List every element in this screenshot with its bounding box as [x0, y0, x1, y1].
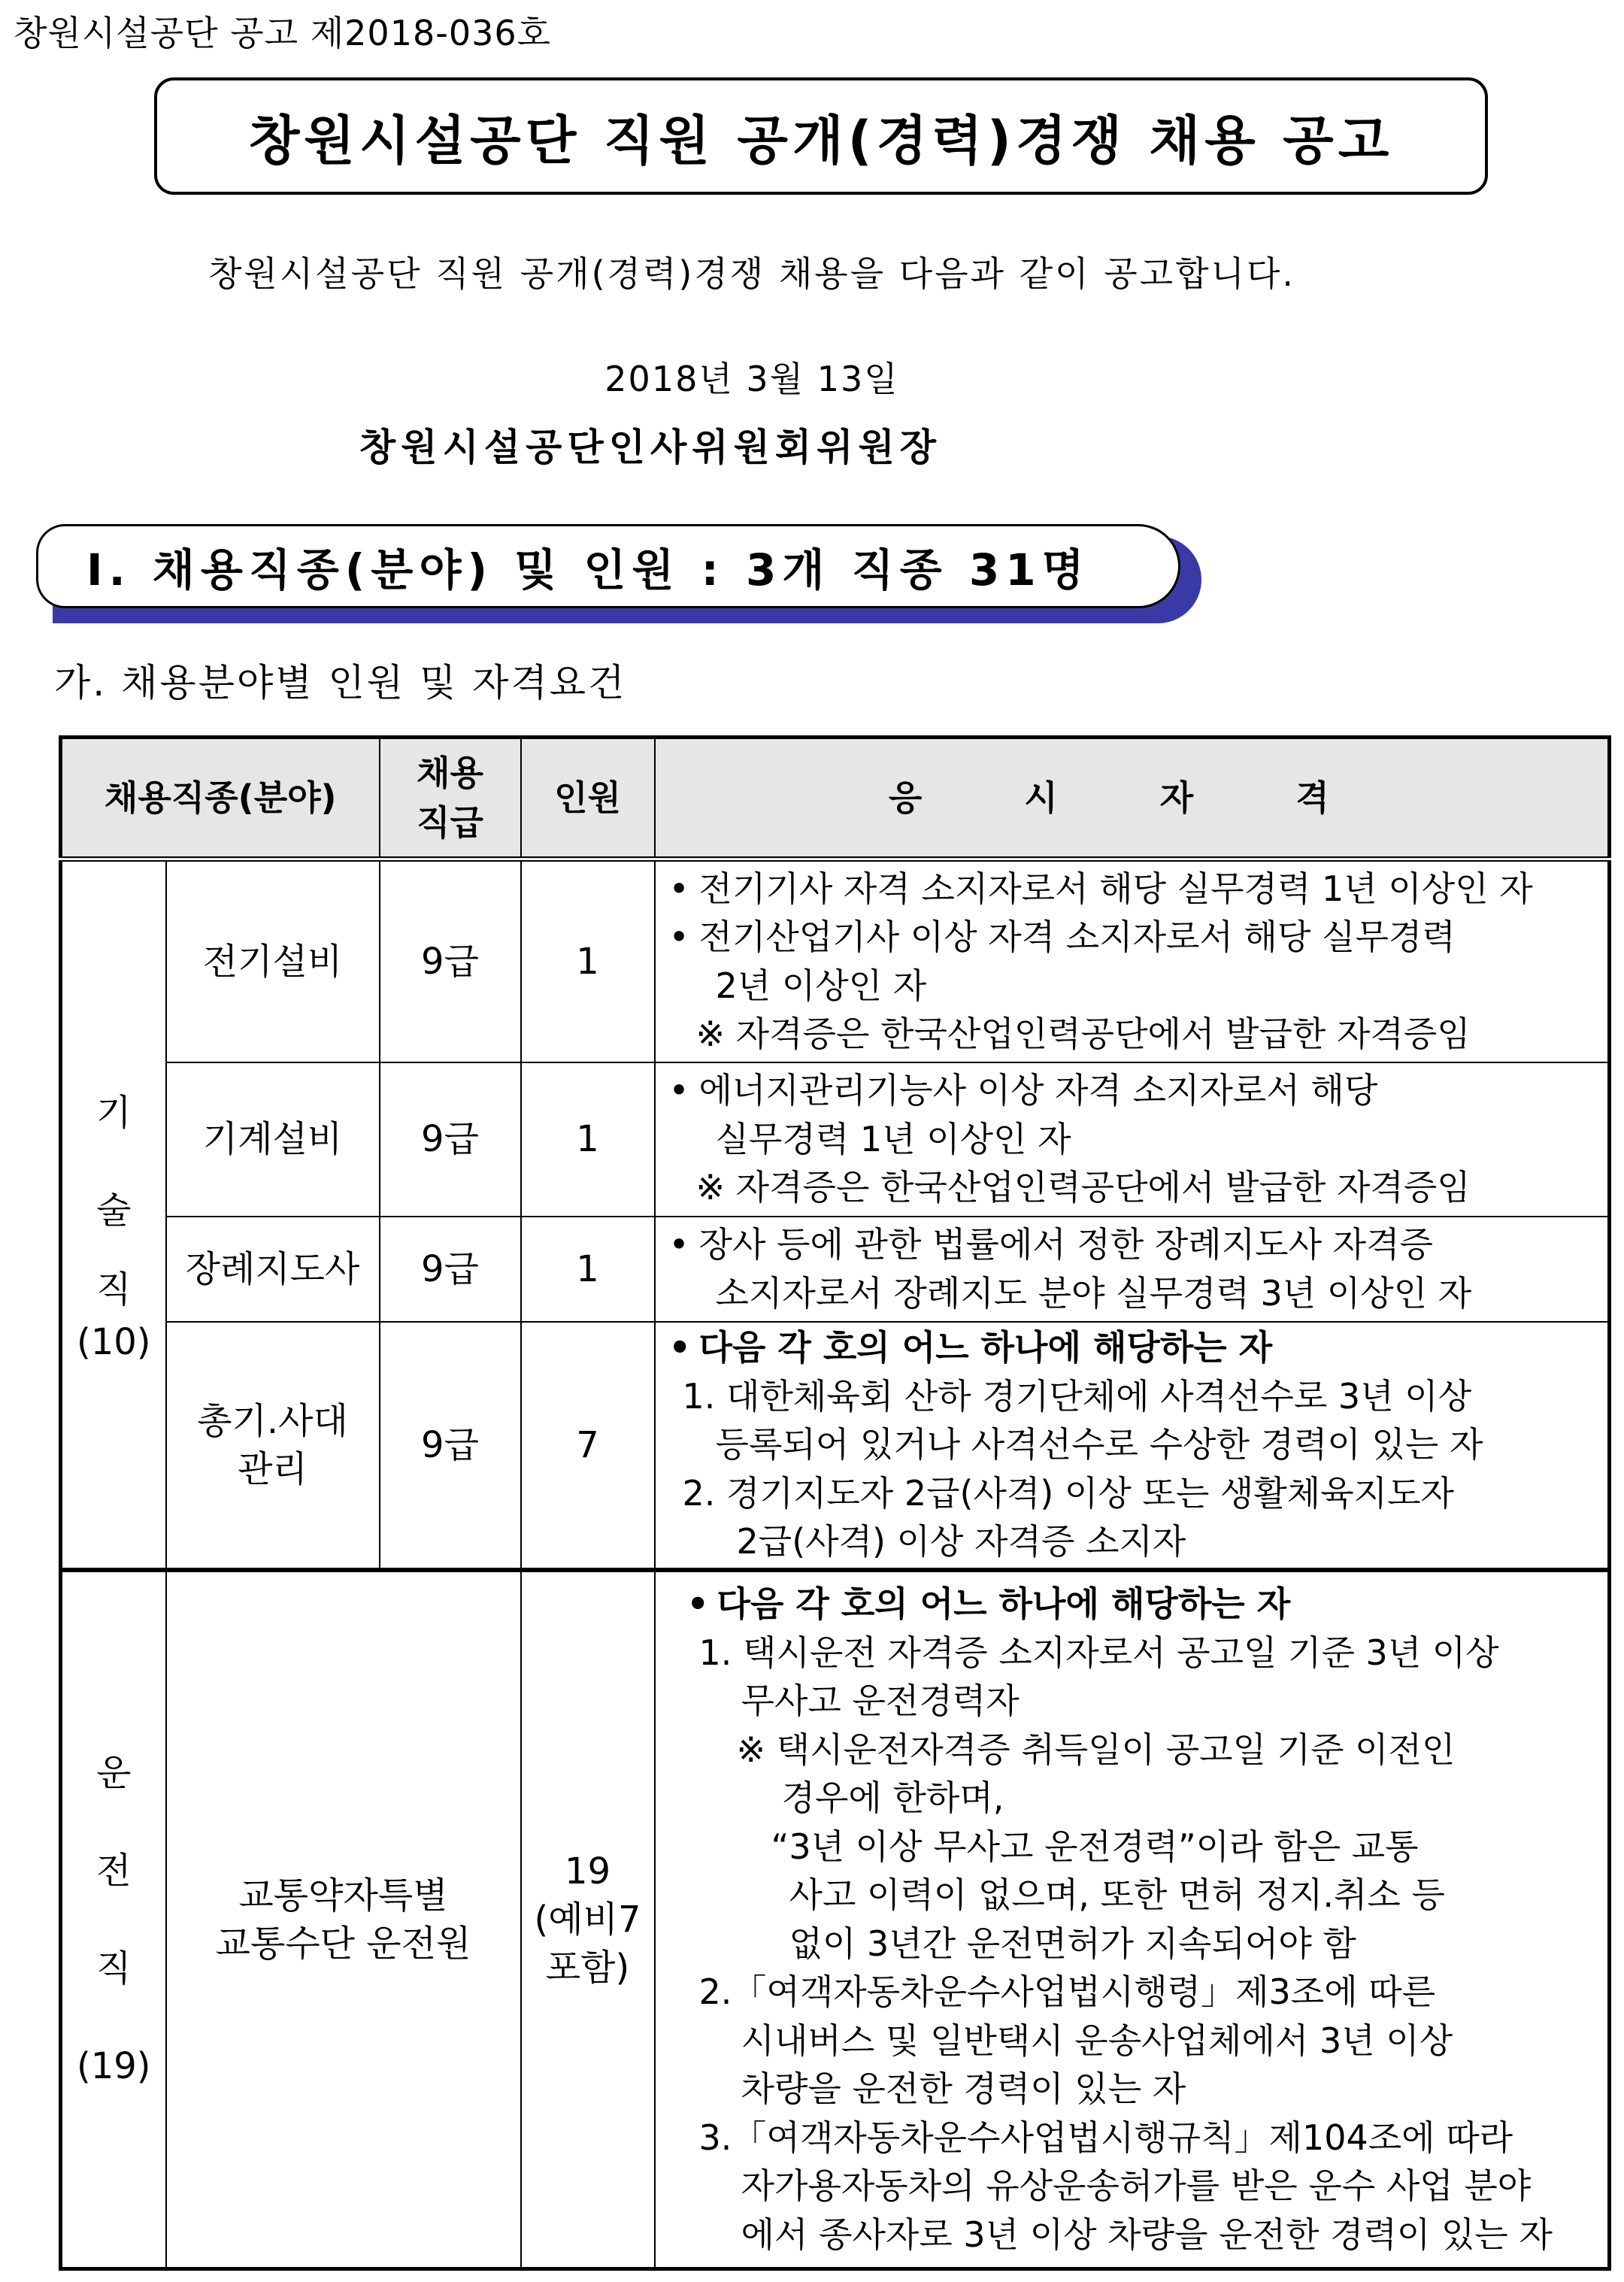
grade: 9급	[380, 859, 521, 1062]
field-name: 교통약자특별 교통수단 운전원	[166, 1570, 521, 2269]
qualification: • 에너지관리기능사 이상 자격 소지자로서 해당 실무경력 1년 이상인 자 ※ 자격증은 한국산업인력공단에서 발급한 자격증임	[655, 1062, 1610, 1217]
header-grade: 채용 직급	[380, 738, 521, 859]
headcount: 1	[521, 1217, 655, 1322]
table-row	[61, 1570, 1610, 2269]
header-qualification: 응 시 자 격	[655, 738, 1610, 859]
notice-date: 2018년 3월 13일	[604, 359, 899, 399]
field-name: 총기.사대 관리	[166, 1322, 380, 1570]
recruitment-table	[59, 735, 1611, 2271]
intro-text: 창원시설공단 직원 공개(경력)경쟁 채용을 다음과 같이 공고합니다.	[208, 253, 1296, 294]
category-driver: 운 전 직 (19)	[61, 1570, 166, 2269]
grade: 9급	[380, 1217, 521, 1322]
issuer: 창원시설공단인사위원회위원장	[359, 426, 942, 469]
section-heading-box	[36, 524, 1180, 608]
section-heading: Ⅰ. 채용직종(분야) 및 인원 : 3개 직종 31명	[86, 544, 1090, 596]
header-field: 채용직종(분야)	[61, 738, 380, 859]
qualification: • 전기기사 자격 소지자로서 해당 실무경력 1년 이상인 자 • 전기산업기사 이상 자격 소지자로서 해당 실무경력 2년 이상인 자 ※ 자격증은 한국산업인력공단에서 발급한 자격증임	[655, 859, 1610, 1062]
qualification: • 다음 각 호의 어느 하나에 해당하는 자 1. 택시운전 자격증 소지자로서 공고일 기준 3년 이상 무사고 운전경력자 ※ 택시운전자격증 취득일이 공고일 기준 이전인 경우에 한하며, “3년 이상 무사고 운전경력”이라 함은 교통 사고 이력이 없으며, 또한 면허 정지.취소 등 없이 3년간 운전면허가 지속되어야 함 2.「여객자동차운수사업법시행령」제3조에 따른 시내버스 및 일반택시 운송사업체에서 3년 이상 차량을 운전한 경력이 있는 자 3.「여객자동차운수사업법시행규칙」제104조에 따라 자가용자동차의 유상운송허가를 받은 운수 사업 분야 에서 종사자로 3년 이상 차량을 운전한 경력이 있는 자	[655, 1570, 1610, 2269]
title-box	[154, 77, 1488, 195]
header-count: 인원	[521, 738, 655, 859]
notice-number: 창원시설공단 공고 제2018-036호	[14, 13, 552, 53]
qualification: • 다음 각 호의 어느 하나에 해당하는 자 1. 대한체육회 산하 경기단체에 사격선수로 3년 이상 등록되어 있거나 사격선수로 수상한 경력이 있는 자 2. 경기지도자 2급(사격) 이상 또는 생활체육지도자 2급(사격) 이상 자격증 소지자	[655, 1322, 1610, 1570]
table-row	[61, 1322, 1610, 1570]
subheading: 가. 채용분야별 인원 및 자격요건	[54, 661, 627, 705]
field-name: 전기설비	[166, 859, 380, 1062]
table-row	[61, 1062, 1610, 1217]
field-name: 기계설비	[166, 1062, 380, 1217]
headcount: 1	[521, 859, 655, 1062]
table-header-row	[61, 738, 1610, 859]
document-title: 창원시설공단 직원 공개(경력)경쟁 채용 공고	[248, 109, 1394, 171]
qualification: • 장사 등에 관한 법률에서 정한 장례지도사 자격증 소지자로서 장례지도 분야 실무경력 3년 이상인 자	[655, 1217, 1610, 1322]
headcount: 1	[521, 1062, 655, 1217]
table-row	[61, 1217, 1610, 1322]
grade: 9급	[380, 1062, 521, 1217]
category-tech: 기 술 직 (10)	[61, 859, 166, 1570]
grade: 9급	[380, 1322, 521, 1570]
field-name: 장례지도사	[166, 1217, 380, 1322]
headcount: 19 (예비7 포함)	[521, 1570, 655, 2269]
table-row	[61, 859, 1610, 1062]
headcount: 7	[521, 1322, 655, 1570]
